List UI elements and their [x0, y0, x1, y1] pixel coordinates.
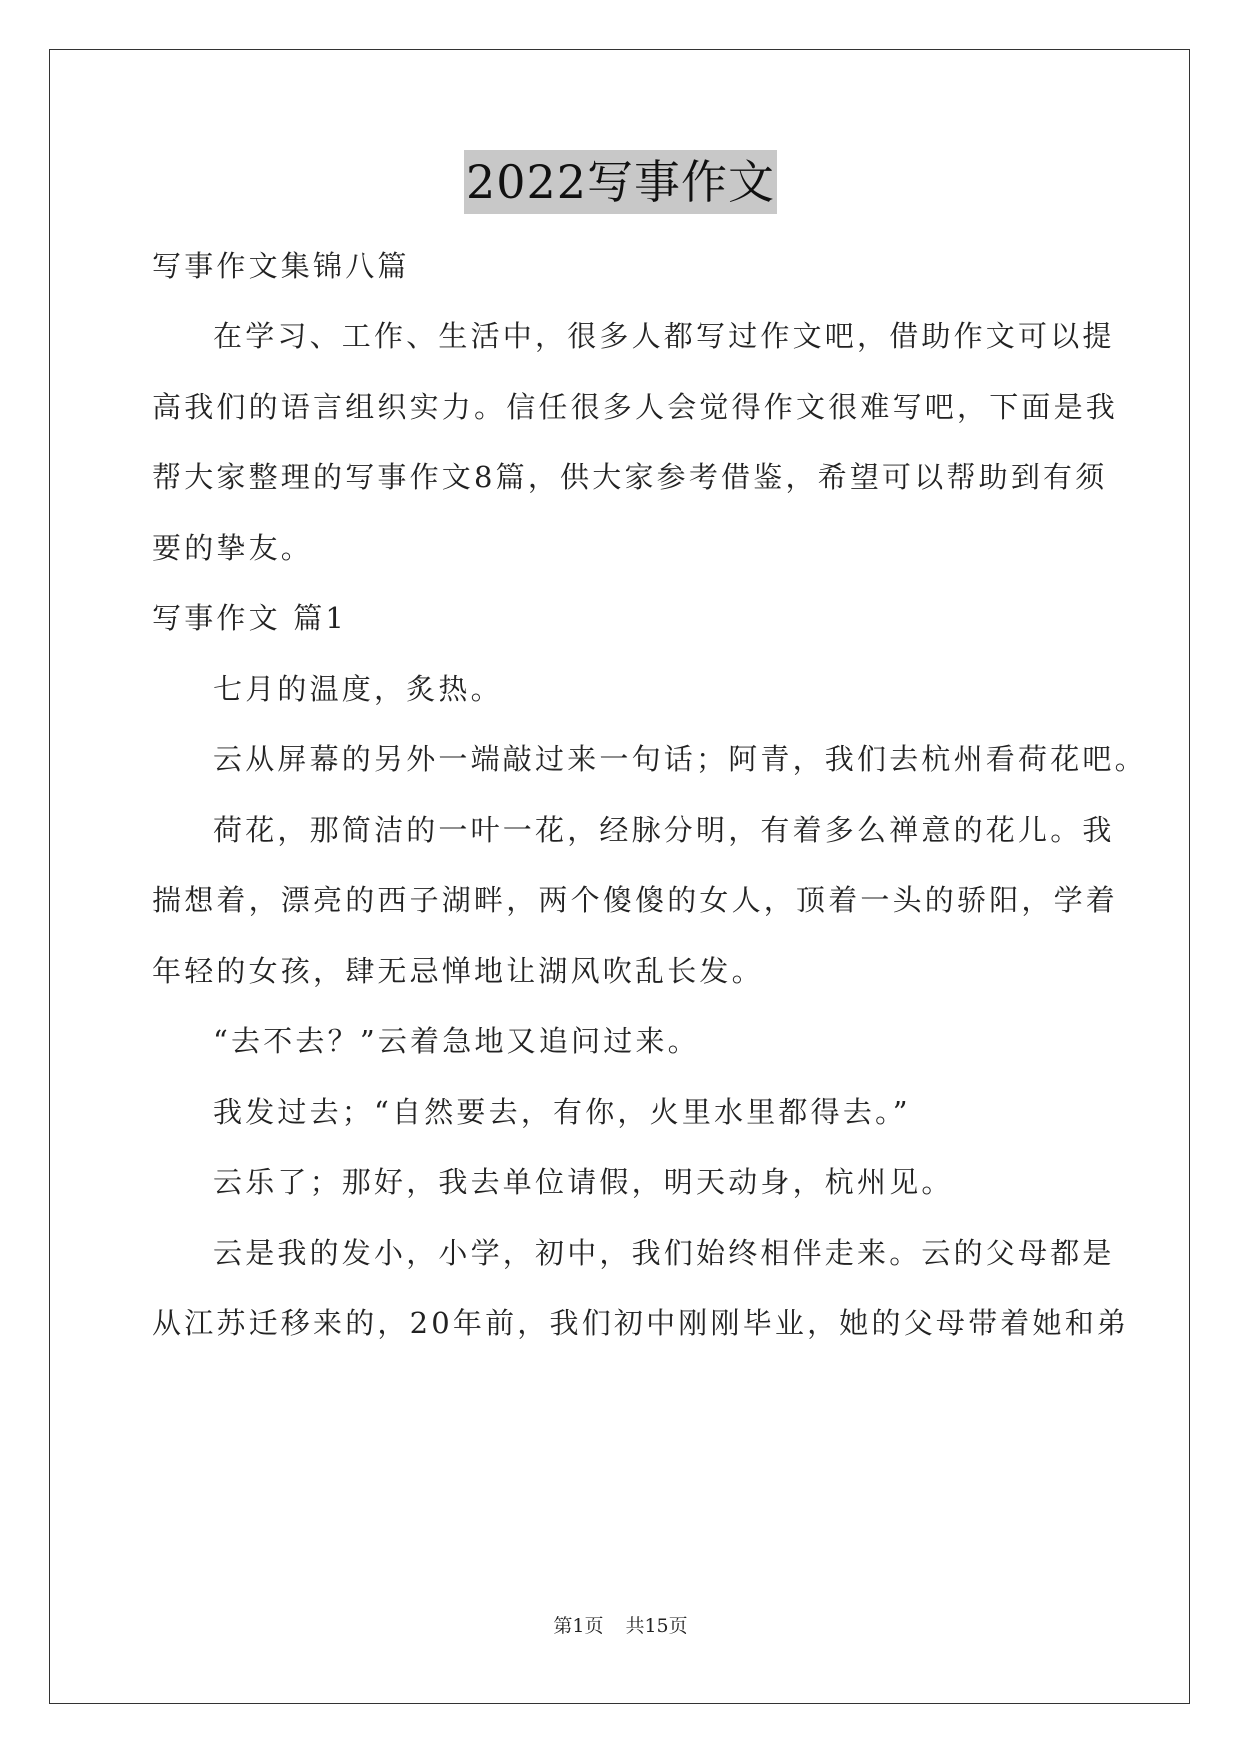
- paragraph-line: 帮大家整理的写事作文8篇，供大家参考借鉴，希望可以帮助到有须: [152, 460, 1108, 494]
- document-subtitle: 写事作文集锦八篇: [152, 249, 410, 283]
- page-number: 第1页: [553, 1615, 604, 1637]
- paragraph-line: 我发过去；“自然要去，有你，火里水里都得去。”: [213, 1095, 911, 1129]
- paragraph-line: 从江苏迁移来的，20年前，我们初中刚刚毕业，她的父母带着她和弟: [152, 1306, 1130, 1340]
- page-footer: [0, 1614, 1241, 1638]
- paragraph-line: 年轻的女孩，肆无忌惮地让湖风吹乱长发。: [152, 954, 764, 988]
- document-title: 2022写事作文: [464, 150, 777, 214]
- title-container: [0, 150, 1241, 214]
- section-heading: 写事作文 篇1: [152, 601, 348, 635]
- paragraph-line: 高我们的语言组织实力。信任很多人会觉得作文很难写吧，下面是我: [152, 390, 1119, 424]
- paragraph-line: 荷花，那简洁的一叶一花，经脉分明，有着多么禅意的花儿。我: [213, 813, 1115, 847]
- paragraph-line: “去不去？”云着急地又追问过来。: [213, 1024, 700, 1058]
- paragraph-line: 云从屏幕的另外一端敲过来一句话；阿青，我们去杭州看荷花吧。: [213, 742, 1147, 776]
- paragraph-line: 在学习、工作、生活中，很多人都写过作文吧，借助作文可以提: [213, 319, 1115, 353]
- paragraph-line: 要的挚友。: [152, 531, 314, 565]
- paragraph-line: 揣想着，漂亮的西子湖畔，两个傻傻的女人，顶着一头的骄阳，学着: [152, 883, 1119, 917]
- paragraph-line: 云是我的发小，小学，初中，我们始终相伴走来。云的父母都是: [213, 1236, 1115, 1270]
- page-total: 共15页: [625, 1615, 688, 1637]
- paragraph-line: 云乐了；那好，我去单位请假，明天动身，杭州见。: [213, 1165, 954, 1199]
- paragraph-line: 七月的温度，炙热。: [213, 672, 503, 706]
- page-border: [49, 49, 1190, 1704]
